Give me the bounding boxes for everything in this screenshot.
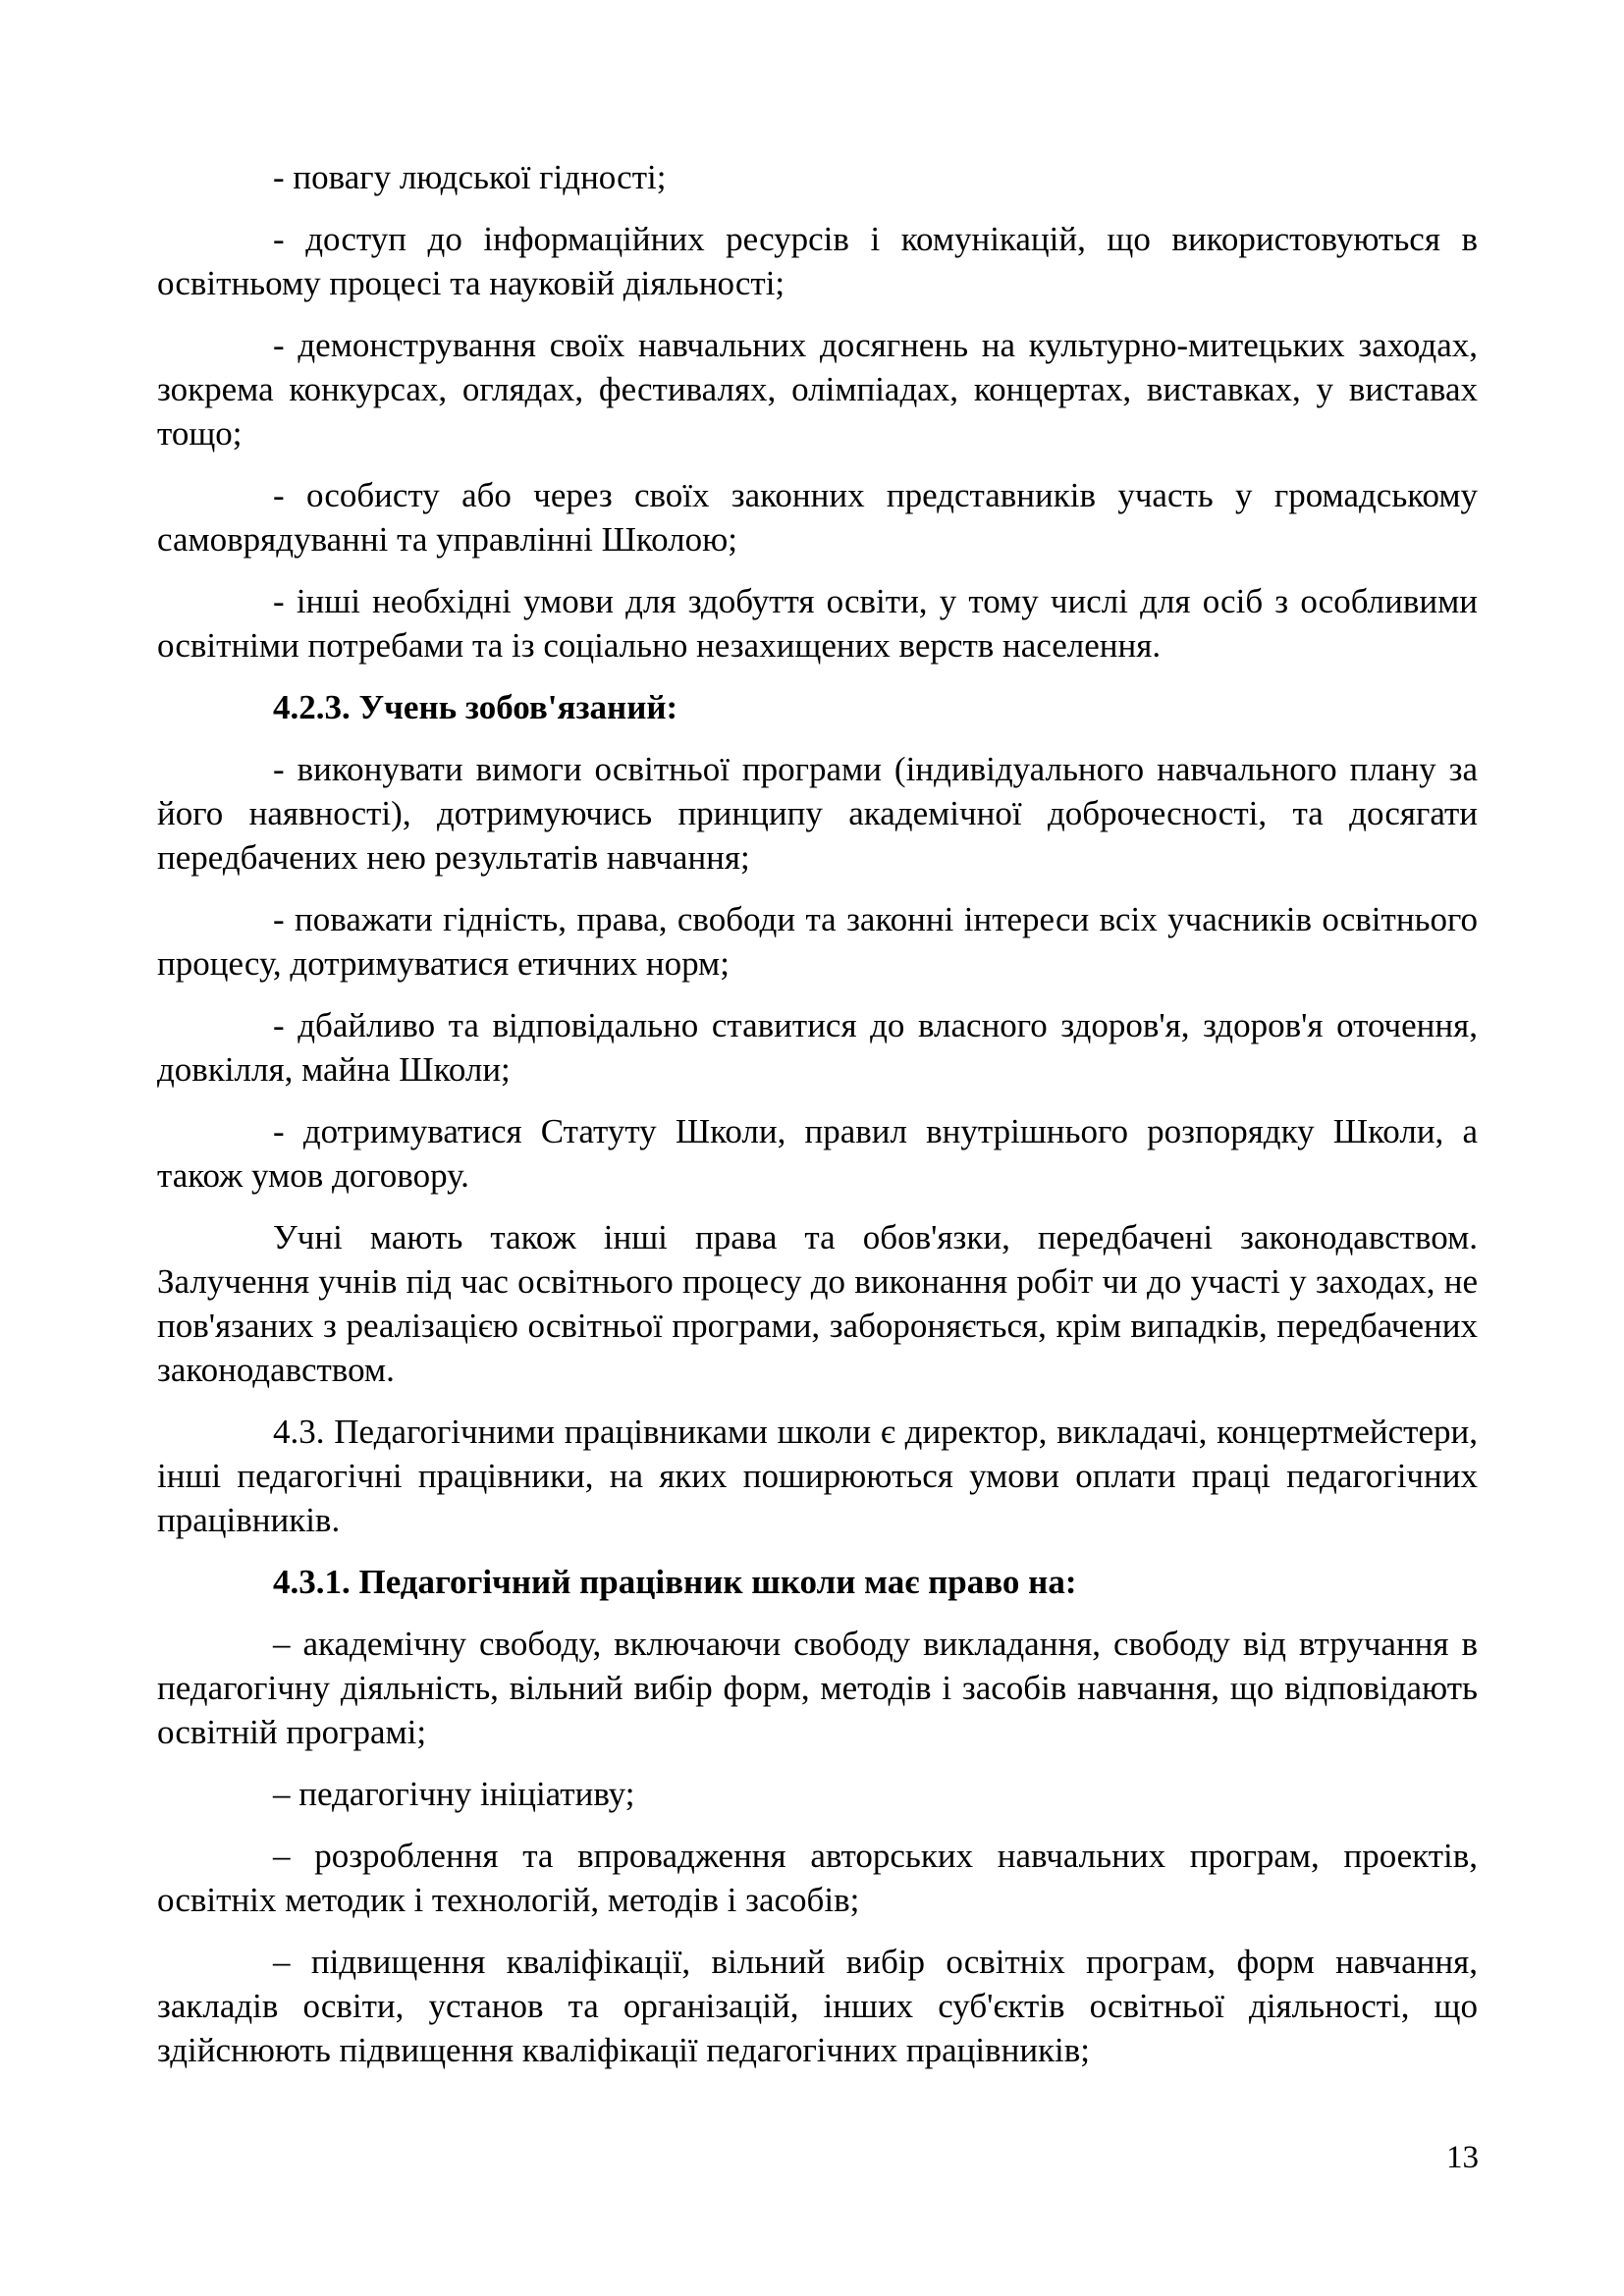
document-page (157, 155, 1478, 2072)
paragraph: – академічну свободу, включаючи свободу викладання, свободу від втручання в педагогічну діяльність, вільний вибір форм, методів і засобів навчання, що відповідають освітній програмі; (157, 1625, 1478, 1751)
paragraph: – підвищення кваліфікації, вільний вибір освітніх програм, форм навчання, закладів освіти, установ та організацій, інших суб'єктів освітньої діяльності, що здійснюють підвищення кваліфікації педагогічних працівників; (157, 1943, 1478, 2069)
paragraph: - демонстрування своїх навчальних досягнень на культурно-митецьких заходах, зокрема конкурсах, оглядах, фестивалях, олімпіадах, концертах, виставках, у виставах тощо; (157, 326, 1478, 453)
paragraph: - дбайливо та відповідально ставитися до власного здоров'я, здоров'я оточення, довкілля, майна Школи; (157, 1006, 1478, 1089)
paragraph: - доступ до інформаційних ресурсів і комунікацій, що використовуються в освітньому процесі та науковій діяльності; (157, 220, 1478, 302)
paragraph: - повагу людської гідності; (273, 158, 667, 196)
paragraph: – педагогічну ініціативу; (273, 1775, 635, 1813)
paragraph: - дотримуватися Статуту Школи, правил внутрішнього розпорядку Школи, а також умов договору. (157, 1112, 1478, 1195)
paragraph: – розроблення та впровадження авторських навчальних програм, проектів, освітніх методик і технологій, методів і засобів; (157, 1837, 1478, 1919)
paragraph: - виконувати вимоги освітньої програми (індивідуального навчального плану за його наявності), дотримуючись принципу академічної доброчесності, та досягати передбачених нею результатів навчання; (157, 750, 1478, 877)
paragraph: - інші необхідні умови для здобуття освіти, у тому числі для осіб з особливими освітніми потребами та із соціально незахищених верств населення. (157, 582, 1478, 665)
paragraph: 4.3. Педагогічними працівниками школи є директор, викладачі, концертмейстери, інші педагогічні працівники, на яких поширюються умови оплати праці педагогічних працівників. (157, 1413, 1478, 1539)
paragraph: Учні мають також інші права та обов'язки, передбачені законодавством. Залучення учнів під час освітнього процесу до виконання робіт чи до участі у заходах, не пов'язаних з реалізацією освітньої програми, забороняється, крім випадків, передбачених законодавством. (157, 1218, 1478, 1389)
page-number: 13 (1446, 2140, 1479, 2175)
paragraph: - поважати гідність, права, свободи та законні інтереси всіх учасників освітнього процесу, дотримуватися етичних норм; (157, 900, 1478, 983)
paragraph: - особисту або через своїх законних представників участь у громадському самоврядуванні та управлінні Школою; (157, 476, 1478, 559)
section-heading: 4.2.3. Учень зобов'язаний: (273, 688, 678, 726)
section-heading: 4.3.1. Педагогічний працівник школи має право на: (273, 1563, 1077, 1601)
